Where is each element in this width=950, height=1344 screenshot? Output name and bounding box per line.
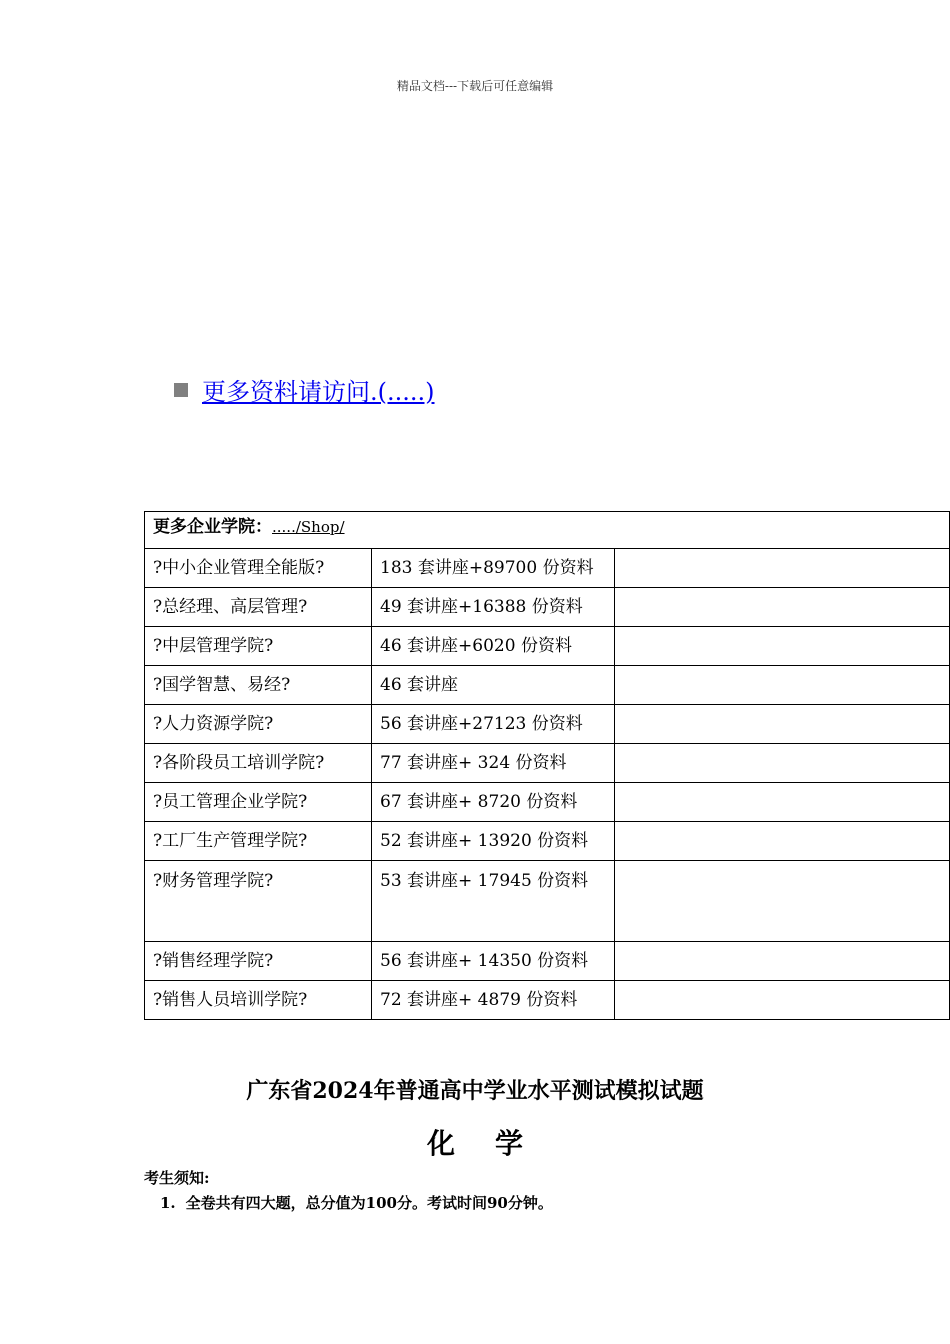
table-header-cell bbox=[145, 512, 950, 549]
course-name: ?销售经理学院? bbox=[145, 942, 372, 981]
square-bullet-icon bbox=[174, 383, 188, 397]
course-name: ?财务管理学院? bbox=[145, 861, 372, 942]
table-row bbox=[145, 942, 950, 981]
notice-item-text: 全卷共有四大题，总分值为100分。考试时间90分钟。 bbox=[185, 1194, 553, 1212]
more-link-line bbox=[174, 372, 435, 407]
course-name: ?销售人员培训学院? bbox=[145, 981, 372, 1020]
notice-item-number: 1. bbox=[160, 1194, 176, 1212]
more-resources-link[interactable]: 更多资料请访问.(.....) bbox=[202, 378, 435, 406]
table-row bbox=[145, 666, 950, 705]
course-name: ?中小企业管理全能版? bbox=[145, 549, 372, 588]
subject-title: 化学 bbox=[426, 1127, 563, 1160]
course-extra bbox=[615, 627, 950, 666]
table-row bbox=[145, 588, 950, 627]
table-header-row bbox=[145, 512, 950, 549]
course-detail: 72 套讲座+ 4879 份资料 bbox=[372, 981, 615, 1020]
course-name: ?各阶段员工培训学院? bbox=[145, 744, 372, 783]
course-detail: 56 套讲座+27123 份资料 bbox=[372, 705, 615, 744]
course-detail: 52 套讲座+ 13920 份资料 bbox=[372, 822, 615, 861]
course-detail: 46 套讲座+6020 份资料 bbox=[372, 627, 615, 666]
course-detail: 53 套讲座+ 17945 份资料 bbox=[372, 861, 615, 942]
course-name: ?总经理、高层管理? bbox=[145, 588, 372, 627]
course-extra bbox=[615, 744, 950, 783]
course-name: ?工厂生产管理学院? bbox=[145, 822, 372, 861]
course-name: ?人力资源学院? bbox=[145, 705, 372, 744]
course-extra bbox=[615, 666, 950, 705]
exam-title: 广东省2024年普通高中学业水平测试模拟试题 bbox=[246, 1078, 704, 1104]
course-extra bbox=[615, 588, 950, 627]
course-extra bbox=[615, 822, 950, 861]
course-detail: 56 套讲座+ 14350 份资料 bbox=[372, 942, 615, 981]
header-note: 精品文档---下载后可任意编辑 bbox=[396, 79, 554, 93]
course-name: ?员工管理企业学院? bbox=[145, 783, 372, 822]
course-detail: 67 套讲座+ 8720 份资料 bbox=[372, 783, 615, 822]
notice-item bbox=[160, 1192, 553, 1213]
course-extra bbox=[615, 705, 950, 744]
table-row bbox=[145, 783, 950, 822]
course-name: ?中层管理学院? bbox=[145, 627, 372, 666]
table-row bbox=[145, 627, 950, 666]
notice-heading: 考生须知: bbox=[144, 1169, 210, 1187]
course-detail: 183 套讲座+89700 份资料 bbox=[372, 549, 615, 588]
table-row bbox=[145, 981, 950, 1020]
course-detail: 77 套讲座+ 324 份资料 bbox=[372, 744, 615, 783]
table-row bbox=[145, 705, 950, 744]
course-name: ?国学智慧、易经? bbox=[145, 666, 372, 705]
table-row bbox=[145, 822, 950, 861]
table-header-label: 更多企业学院： bbox=[153, 517, 272, 537]
course-detail: 46 套讲座 bbox=[372, 666, 615, 705]
course-extra bbox=[615, 783, 950, 822]
table-row bbox=[145, 861, 950, 942]
course-detail: 49 套讲座+16388 份资料 bbox=[372, 588, 615, 627]
course-extra bbox=[615, 549, 950, 588]
course-extra bbox=[615, 861, 950, 942]
course-extra bbox=[615, 942, 950, 981]
table-row bbox=[145, 549, 950, 588]
shop-url-link[interactable]: ...../Shop/ bbox=[272, 518, 345, 536]
table-row bbox=[145, 744, 950, 783]
course-table bbox=[144, 511, 950, 1020]
course-extra bbox=[615, 981, 950, 1020]
